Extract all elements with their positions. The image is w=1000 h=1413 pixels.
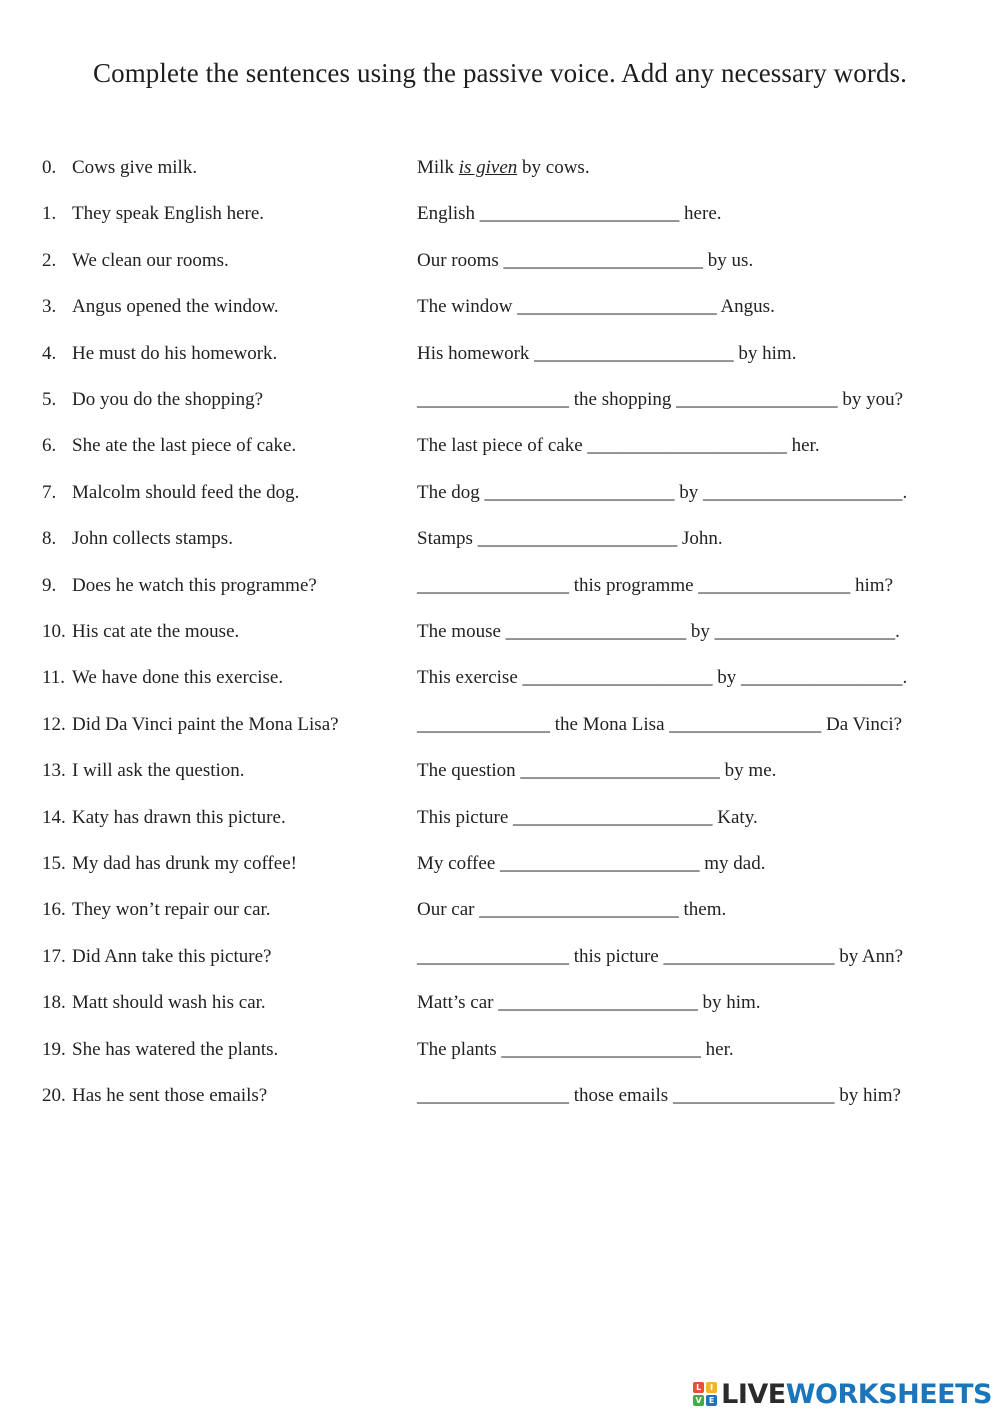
passive-answer[interactable]: ________________ this picture __________________ by Ann?: [417, 945, 904, 967]
logo-square: E: [706, 1395, 717, 1406]
passive-answer[interactable]: The mouse ___________________ by ___________________.: [417, 621, 900, 642]
passive-answer[interactable]: English _____________________ here.: [417, 203, 722, 225]
exercise-number: 19.: [42, 1038, 66, 1060]
exercise-number: 16.: [42, 899, 66, 921]
exercise-number: 11.: [42, 667, 66, 689]
exercise-number: 1.: [42, 203, 57, 225]
exercise-number: 17.: [42, 945, 66, 967]
exercise-row: [0, 896, 1000, 924]
passive-answer[interactable]: ________________ those emails _________________ by him?: [417, 1085, 901, 1106]
passive-answer[interactable]: The dog ____________________ by _____________________.: [417, 481, 908, 503]
exercise-row: [0, 943, 1000, 971]
exercise-row: [0, 989, 1000, 1017]
exercise-row: [0, 340, 1000, 368]
exercise-number: 13.: [42, 760, 66, 782]
exercise-number: 12.: [42, 713, 66, 735]
passive-answer[interactable]: My coffee _____________________ my dad.: [417, 853, 766, 874]
active-sentence: They speak English here.: [72, 203, 265, 225]
exercise-number: 10.: [42, 621, 66, 642]
page-title: Complete the sentences using the passive voice. Add any necessary words.: [93, 58, 907, 88]
active-sentence: Does he watch this programme?: [72, 574, 317, 596]
exercise-number: 9.: [42, 574, 57, 596]
passive-answer[interactable]: This picture _____________________ Katy.: [417, 806, 758, 828]
active-sentence: She has watered the plants.: [72, 1038, 279, 1060]
example-answer-verb: is given: [458, 157, 518, 178]
exercise-row: [0, 1082, 1000, 1110]
exercise-row: [0, 618, 1000, 646]
logo-square: I: [706, 1382, 717, 1393]
active-sentence: Matt should wash his car.: [72, 992, 266, 1014]
exercise-number: 2.: [42, 249, 57, 271]
active-sentence: She ate the last piece of cake.: [72, 435, 297, 457]
exercise-row: [0, 154, 1000, 182]
passive-answer[interactable]: His homework _____________________ by him.: [417, 342, 797, 364]
active-sentence: Has he sent those emails?: [72, 1085, 268, 1106]
exercise-number: 7.: [42, 481, 57, 503]
active-sentence: Cows give milk.: [72, 157, 198, 178]
exercise-number: 4.: [42, 342, 57, 364]
passive-answer[interactable]: The question _____________________ by me.: [417, 760, 777, 782]
answer-text: Milk: [417, 157, 459, 178]
exercise-row: [0, 386, 1000, 414]
liveworksheets-logo: [693, 1376, 992, 1412]
active-sentence: His cat ate the mouse.: [72, 621, 240, 642]
exercise-number: 20.: [42, 1085, 66, 1106]
exercise-number: 5.: [42, 389, 57, 410]
passive-answer[interactable]: Our rooms _____________________ by us.: [417, 249, 754, 271]
exercise-row: [0, 850, 1000, 878]
logo-square: L: [693, 1382, 704, 1393]
passive-answer[interactable]: The plants _____________________ her.: [417, 1038, 734, 1060]
passive-answer[interactable]: The window _____________________ Angus.: [417, 296, 775, 318]
exercise-row: [0, 432, 1000, 460]
active-sentence: Malcolm should feed the dog.: [72, 481, 300, 503]
exercise-row: [0, 200, 1000, 228]
active-sentence: They won’t repair our car.: [72, 899, 271, 921]
passive-answer[interactable]: Our car _____________________ them.: [417, 899, 727, 921]
exercise-number: 18.: [42, 992, 66, 1014]
active-sentence: Did Ann take this picture?: [72, 945, 272, 967]
exercise-row: [0, 1036, 1000, 1064]
passive-answer[interactable]: Matt’s car _____________________ by him.: [417, 992, 761, 1014]
exercise-row: [0, 572, 1000, 600]
exercise-row: [0, 247, 1000, 275]
logo-icon: [693, 1382, 717, 1406]
active-sentence: John collects stamps.: [72, 528, 233, 550]
active-sentence: Katy has drawn this picture.: [72, 806, 286, 828]
active-sentence: Angus opened the window.: [72, 296, 279, 318]
passive-answer[interactable]: Stamps _____________________ John.: [417, 528, 723, 550]
active-sentence: We have done this exercise.: [72, 667, 284, 689]
exercise-number: 6.: [42, 435, 57, 457]
exercise-row: [0, 293, 1000, 321]
exercise-row: [0, 525, 1000, 553]
exercise-number: 3.: [42, 296, 57, 318]
passive-answer[interactable]: ______________ the Mona Lisa ________________ Da Vinci?: [417, 713, 903, 735]
answer-text: by cows.: [517, 157, 590, 178]
active-sentence: Do you do the shopping?: [72, 389, 264, 410]
exercise-row: [0, 479, 1000, 507]
exercise-row: [0, 664, 1000, 692]
exercise-row: [0, 804, 1000, 832]
logo-text: LIVEWORKSHEETS: [721, 1378, 992, 1410]
exercise-number: 15.: [42, 853, 66, 874]
active-sentence: He must do his homework.: [72, 342, 278, 364]
passive-answer[interactable]: The last piece of cake _____________________ her.: [417, 435, 820, 457]
exercise-number: 0.: [42, 157, 57, 178]
active-sentence: My dad has drunk my coffee!: [72, 853, 297, 874]
passive-answer[interactable]: This exercise ____________________ by _________________.: [417, 667, 908, 689]
exercise-number: 8.: [42, 528, 57, 550]
passive-answer[interactable]: [417, 154, 590, 182]
passive-answer[interactable]: ________________ the shopping _________________ by you?: [417, 389, 904, 410]
exercise-number: 14.: [42, 806, 66, 828]
active-sentence: We clean our rooms.: [72, 249, 229, 271]
active-sentence: Did Da Vinci paint the Mona Lisa?: [72, 713, 339, 735]
exercise-row: [0, 757, 1000, 785]
active-sentence: I will ask the question.: [72, 760, 245, 782]
logo-square: V: [693, 1395, 704, 1406]
exercise-row: [0, 711, 1000, 739]
passive-answer[interactable]: ________________ this programme ________________ him?: [417, 574, 894, 596]
